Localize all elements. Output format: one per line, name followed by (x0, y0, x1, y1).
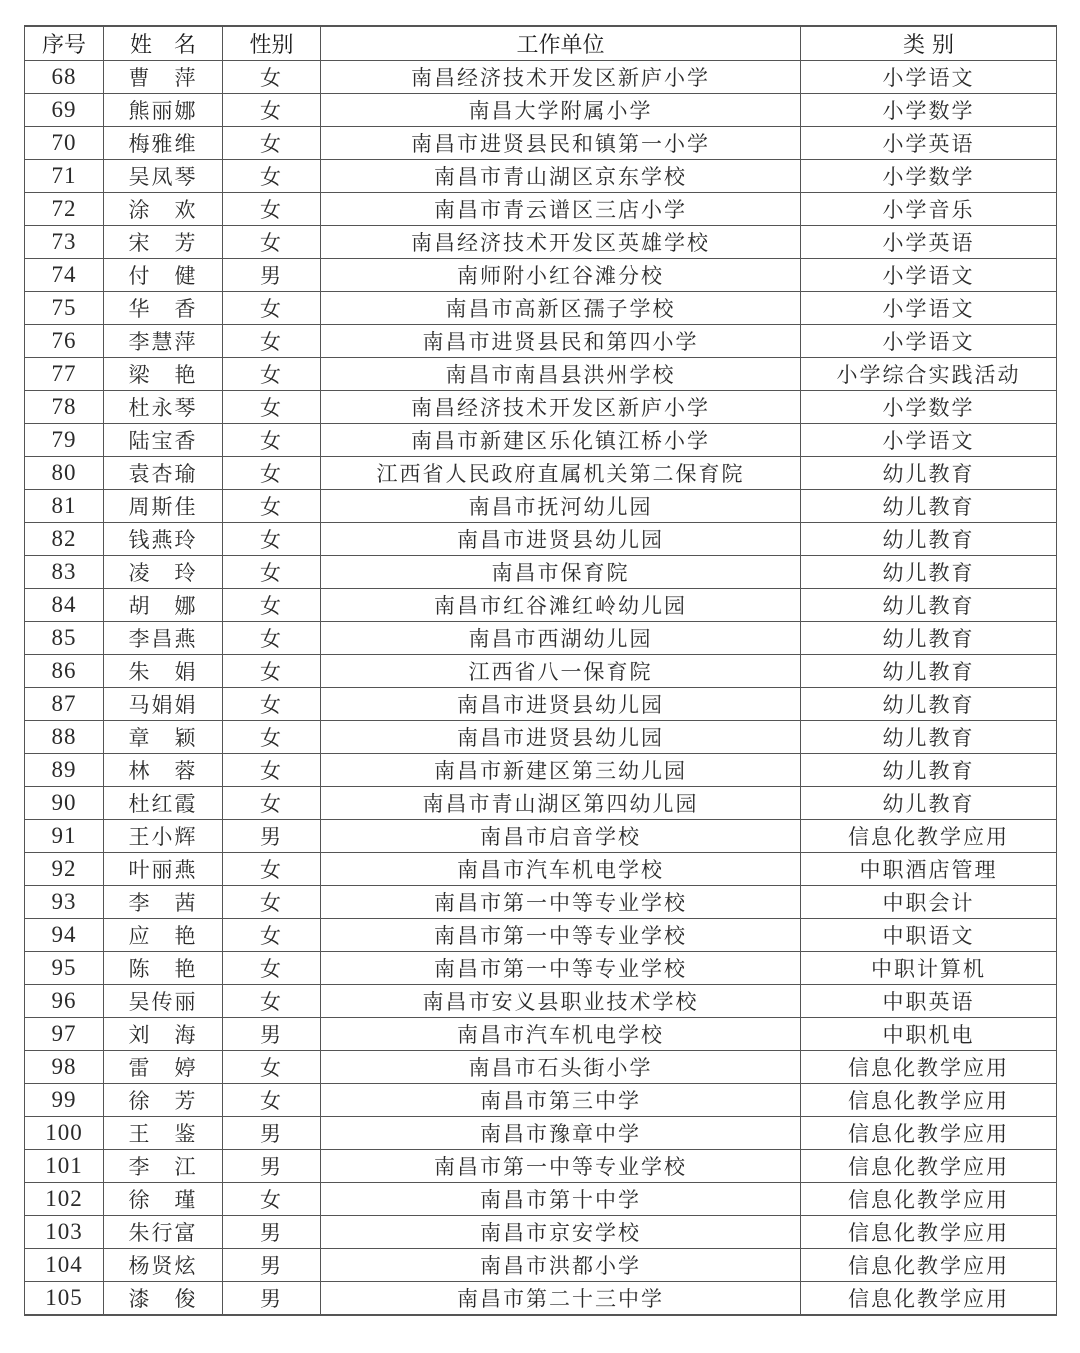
cell-name: 雷 婷 (104, 1051, 223, 1084)
cell-no: 95 (25, 952, 104, 985)
cell-unit: 南昌市南昌县洪州学校 (321, 358, 801, 391)
cell-name: 李 茜 (104, 886, 223, 919)
cell-unit: 南昌市第二十三中学 (321, 1282, 801, 1316)
table-row (25, 292, 1057, 325)
cell-no: 69 (25, 94, 104, 127)
table-row (25, 457, 1057, 490)
cell-category: 幼儿教育 (801, 622, 1057, 655)
table-row (25, 193, 1057, 226)
roster-table (24, 25, 1057, 1316)
cell-gender: 女 (223, 952, 321, 985)
cell-no: 80 (25, 457, 104, 490)
cell-name: 华 香 (104, 292, 223, 325)
cell-no: 100 (25, 1117, 104, 1150)
cell-gender: 女 (223, 292, 321, 325)
table-row (25, 1084, 1057, 1117)
cell-unit: 南昌经济技术开发区新庐小学 (321, 61, 801, 94)
cell-unit: 南昌市汽车机电学校 (321, 1018, 801, 1051)
cell-name: 杜红霞 (104, 787, 223, 820)
cell-name: 马娟娟 (104, 688, 223, 721)
cell-unit: 南昌市新建区乐化镇江桥小学 (321, 424, 801, 457)
table-row (25, 325, 1057, 358)
cell-gender: 男 (223, 1282, 321, 1316)
cell-category: 小学英语 (801, 226, 1057, 259)
table-row (25, 127, 1057, 160)
cell-no: 87 (25, 688, 104, 721)
cell-no: 79 (25, 424, 104, 457)
table-row (25, 523, 1057, 556)
cell-gender: 女 (223, 61, 321, 94)
cell-gender: 女 (223, 589, 321, 622)
cell-no: 74 (25, 259, 104, 292)
cell-gender: 女 (223, 325, 321, 358)
table-row (25, 259, 1057, 292)
cell-name: 李 江 (104, 1150, 223, 1183)
cell-category: 信息化教学应用 (801, 1117, 1057, 1150)
cell-no: 85 (25, 622, 104, 655)
cell-no: 68 (25, 61, 104, 94)
cell-name: 钱燕玲 (104, 523, 223, 556)
cell-name: 胡 娜 (104, 589, 223, 622)
cell-name: 杨贤炫 (104, 1249, 223, 1282)
cell-unit: 南昌市青山湖区第四幼儿园 (321, 787, 801, 820)
header-row (25, 26, 1057, 61)
cell-name: 章 颖 (104, 721, 223, 754)
cell-unit: 江西省人民政府直属机关第二保育院 (321, 457, 801, 490)
cell-unit: 南师附小红谷滩分校 (321, 259, 801, 292)
cell-name: 梁 艳 (104, 358, 223, 391)
cell-gender: 女 (223, 391, 321, 424)
cell-name: 熊丽娜 (104, 94, 223, 127)
cell-name: 涂 欢 (104, 193, 223, 226)
cell-no: 89 (25, 754, 104, 787)
table-row (25, 94, 1057, 127)
cell-no: 77 (25, 358, 104, 391)
cell-name: 应 艳 (104, 919, 223, 952)
cell-category: 信息化教学应用 (801, 1084, 1057, 1117)
cell-name: 王小辉 (104, 820, 223, 853)
table-row (25, 391, 1057, 424)
cell-gender: 女 (223, 160, 321, 193)
cell-gender: 男 (223, 820, 321, 853)
cell-gender: 男 (223, 259, 321, 292)
table-row (25, 1216, 1057, 1249)
cell-unit: 南昌经济技术开发区英雄学校 (321, 226, 801, 259)
cell-no: 92 (25, 853, 104, 886)
cell-category: 小学数学 (801, 391, 1057, 424)
cell-name: 杜永琴 (104, 391, 223, 424)
cell-gender: 女 (223, 919, 321, 952)
table-row (25, 721, 1057, 754)
cell-unit: 南昌市启音学校 (321, 820, 801, 853)
table-row (25, 160, 1057, 193)
table-row (25, 754, 1057, 787)
table-row (25, 820, 1057, 853)
cell-unit: 南昌市安义县职业技术学校 (321, 985, 801, 1018)
cell-no: 103 (25, 1216, 104, 1249)
cell-name: 梅雅维 (104, 127, 223, 160)
document-page (24, 25, 1056, 1316)
cell-no: 94 (25, 919, 104, 952)
cell-unit: 南昌市石头街小学 (321, 1051, 801, 1084)
cell-category: 信息化教学应用 (801, 1216, 1057, 1249)
cell-no: 78 (25, 391, 104, 424)
cell-category: 中职英语 (801, 985, 1057, 1018)
table-row (25, 655, 1057, 688)
cell-gender: 男 (223, 1117, 321, 1150)
cell-no: 81 (25, 490, 104, 523)
cell-unit: 南昌市红谷滩红岭幼儿园 (321, 589, 801, 622)
cell-gender: 女 (223, 853, 321, 886)
cell-name: 林 蓉 (104, 754, 223, 787)
cell-category: 幼儿教育 (801, 490, 1057, 523)
cell-name: 凌 玲 (104, 556, 223, 589)
column-header-no: 序号 (25, 26, 104, 61)
cell-gender: 女 (223, 688, 321, 721)
cell-gender: 女 (223, 1183, 321, 1216)
table-row (25, 358, 1057, 391)
cell-category: 幼儿教育 (801, 457, 1057, 490)
cell-name: 周斯佳 (104, 490, 223, 523)
cell-category: 幼儿教育 (801, 556, 1057, 589)
table-row (25, 787, 1057, 820)
cell-category: 幼儿教育 (801, 721, 1057, 754)
cell-category: 中职会计 (801, 886, 1057, 919)
cell-gender: 男 (223, 1150, 321, 1183)
cell-unit: 南昌市第一中等专业学校 (321, 886, 801, 919)
cell-name: 吴传丽 (104, 985, 223, 1018)
table-row (25, 1150, 1057, 1183)
cell-category: 幼儿教育 (801, 589, 1057, 622)
cell-category: 小学数学 (801, 160, 1057, 193)
table-row (25, 688, 1057, 721)
cell-gender: 女 (223, 523, 321, 556)
table-row (25, 952, 1057, 985)
cell-no: 99 (25, 1084, 104, 1117)
cell-gender: 男 (223, 1249, 321, 1282)
table-row (25, 853, 1057, 886)
cell-gender: 女 (223, 787, 321, 820)
cell-category: 幼儿教育 (801, 688, 1057, 721)
cell-gender: 女 (223, 721, 321, 754)
cell-unit: 南昌市第十中学 (321, 1183, 801, 1216)
cell-unit: 南昌经济技术开发区新庐小学 (321, 391, 801, 424)
cell-name: 徐 芳 (104, 1084, 223, 1117)
cell-category: 小学数学 (801, 94, 1057, 127)
cell-unit: 南昌市洪都小学 (321, 1249, 801, 1282)
cell-unit: 江西省八一保育院 (321, 655, 801, 688)
cell-category: 信息化教学应用 (801, 1150, 1057, 1183)
cell-no: 86 (25, 655, 104, 688)
cell-no: 101 (25, 1150, 104, 1183)
cell-gender: 女 (223, 94, 321, 127)
cell-no: 96 (25, 985, 104, 1018)
cell-unit: 南昌市保育院 (321, 556, 801, 589)
cell-gender: 女 (223, 358, 321, 391)
cell-no: 102 (25, 1183, 104, 1216)
cell-no: 82 (25, 523, 104, 556)
cell-no: 88 (25, 721, 104, 754)
cell-name: 王 鉴 (104, 1117, 223, 1150)
cell-category: 幼儿教育 (801, 787, 1057, 820)
cell-gender: 女 (223, 886, 321, 919)
table-row (25, 61, 1057, 94)
cell-unit: 南昌市汽车机电学校 (321, 853, 801, 886)
cell-gender: 女 (223, 424, 321, 457)
cell-category: 中职酒店管理 (801, 853, 1057, 886)
cell-name: 朱 娟 (104, 655, 223, 688)
cell-category: 小学语文 (801, 292, 1057, 325)
column-header-gender: 性别 (223, 26, 321, 61)
cell-gender: 女 (223, 226, 321, 259)
cell-gender: 女 (223, 556, 321, 589)
cell-gender: 女 (223, 985, 321, 1018)
cell-category: 中职机电 (801, 1018, 1057, 1051)
table-row (25, 622, 1057, 655)
table-row (25, 556, 1057, 589)
cell-name: 袁杏瑜 (104, 457, 223, 490)
column-header-unit: 工作单位 (321, 26, 801, 61)
cell-unit: 南昌市第一中等专业学校 (321, 952, 801, 985)
cell-name: 漆 俊 (104, 1282, 223, 1316)
cell-category: 小学综合实践活动 (801, 358, 1057, 391)
cell-no: 90 (25, 787, 104, 820)
cell-gender: 女 (223, 1084, 321, 1117)
cell-unit: 南昌大学附属小学 (321, 94, 801, 127)
cell-no: 104 (25, 1249, 104, 1282)
cell-unit: 南昌市豫章中学 (321, 1117, 801, 1150)
table-row (25, 985, 1057, 1018)
cell-gender: 女 (223, 193, 321, 226)
cell-gender: 女 (223, 490, 321, 523)
cell-category: 幼儿教育 (801, 523, 1057, 556)
table-row (25, 1282, 1057, 1316)
cell-unit: 南昌市青山湖区京东学校 (321, 160, 801, 193)
table-row (25, 589, 1057, 622)
cell-category: 幼儿教育 (801, 754, 1057, 787)
cell-no: 75 (25, 292, 104, 325)
cell-unit: 南昌市西湖幼儿园 (321, 622, 801, 655)
cell-category: 小学语文 (801, 61, 1057, 94)
cell-no: 98 (25, 1051, 104, 1084)
cell-no: 83 (25, 556, 104, 589)
cell-no: 71 (25, 160, 104, 193)
cell-unit: 南昌市进贤县幼儿园 (321, 721, 801, 754)
cell-name: 李昌燕 (104, 622, 223, 655)
cell-no: 70 (25, 127, 104, 160)
cell-name: 吴凤琴 (104, 160, 223, 193)
cell-name: 宋 芳 (104, 226, 223, 259)
cell-category: 小学语文 (801, 259, 1057, 292)
table-row (25, 424, 1057, 457)
cell-category: 信息化教学应用 (801, 1282, 1057, 1316)
cell-category: 幼儿教育 (801, 655, 1057, 688)
cell-unit: 南昌市进贤县幼儿园 (321, 688, 801, 721)
cell-unit: 南昌市高新区孺子学校 (321, 292, 801, 325)
cell-unit: 南昌市进贤县幼儿园 (321, 523, 801, 556)
cell-name: 叶丽燕 (104, 853, 223, 886)
table-row (25, 1183, 1057, 1216)
cell-gender: 男 (223, 1216, 321, 1249)
table-row (25, 886, 1057, 919)
cell-unit: 南昌市第一中等专业学校 (321, 919, 801, 952)
cell-unit: 南昌市第三中学 (321, 1084, 801, 1117)
cell-name: 付 健 (104, 259, 223, 292)
cell-unit: 南昌市进贤县民和镇第一小学 (321, 127, 801, 160)
cell-unit: 南昌市青云谱区三店小学 (321, 193, 801, 226)
cell-unit: 南昌市抚河幼儿园 (321, 490, 801, 523)
cell-no: 105 (25, 1282, 104, 1316)
cell-name: 刘 海 (104, 1018, 223, 1051)
cell-category: 信息化教学应用 (801, 1183, 1057, 1216)
cell-no: 72 (25, 193, 104, 226)
cell-name: 朱行富 (104, 1216, 223, 1249)
cell-gender: 男 (223, 1018, 321, 1051)
table-row (25, 1249, 1057, 1282)
table-body (25, 61, 1057, 1316)
table-row (25, 1117, 1057, 1150)
column-header-category: 类 别 (801, 26, 1057, 61)
column-header-name: 姓 名 (104, 26, 223, 61)
cell-category: 信息化教学应用 (801, 820, 1057, 853)
cell-gender: 女 (223, 655, 321, 688)
cell-no: 76 (25, 325, 104, 358)
cell-no: 84 (25, 589, 104, 622)
cell-name: 陆宝香 (104, 424, 223, 457)
cell-category: 小学语文 (801, 325, 1057, 358)
cell-no: 93 (25, 886, 104, 919)
cell-gender: 女 (223, 622, 321, 655)
cell-unit: 南昌市第一中等专业学校 (321, 1150, 801, 1183)
cell-category: 中职计算机 (801, 952, 1057, 985)
table-row (25, 1051, 1057, 1084)
cell-gender: 女 (223, 457, 321, 490)
cell-unit: 南昌市新建区第三幼儿园 (321, 754, 801, 787)
cell-gender: 女 (223, 754, 321, 787)
cell-name: 徐 瑾 (104, 1183, 223, 1216)
table-row (25, 1018, 1057, 1051)
cell-no: 73 (25, 226, 104, 259)
cell-category: 中职语文 (801, 919, 1057, 952)
cell-no: 91 (25, 820, 104, 853)
table-row (25, 226, 1057, 259)
cell-unit: 南昌市进贤县民和第四小学 (321, 325, 801, 358)
table-row (25, 919, 1057, 952)
cell-category: 小学音乐 (801, 193, 1057, 226)
cell-name: 李慧萍 (104, 325, 223, 358)
cell-gender: 女 (223, 127, 321, 160)
cell-name: 曹 萍 (104, 61, 223, 94)
cell-category: 信息化教学应用 (801, 1249, 1057, 1282)
cell-category: 信息化教学应用 (801, 1051, 1057, 1084)
cell-category: 小学语文 (801, 424, 1057, 457)
cell-no: 97 (25, 1018, 104, 1051)
cell-name: 陈 艳 (104, 952, 223, 985)
cell-unit: 南昌市京安学校 (321, 1216, 801, 1249)
cell-gender: 女 (223, 1051, 321, 1084)
table-row (25, 490, 1057, 523)
cell-category: 小学英语 (801, 127, 1057, 160)
